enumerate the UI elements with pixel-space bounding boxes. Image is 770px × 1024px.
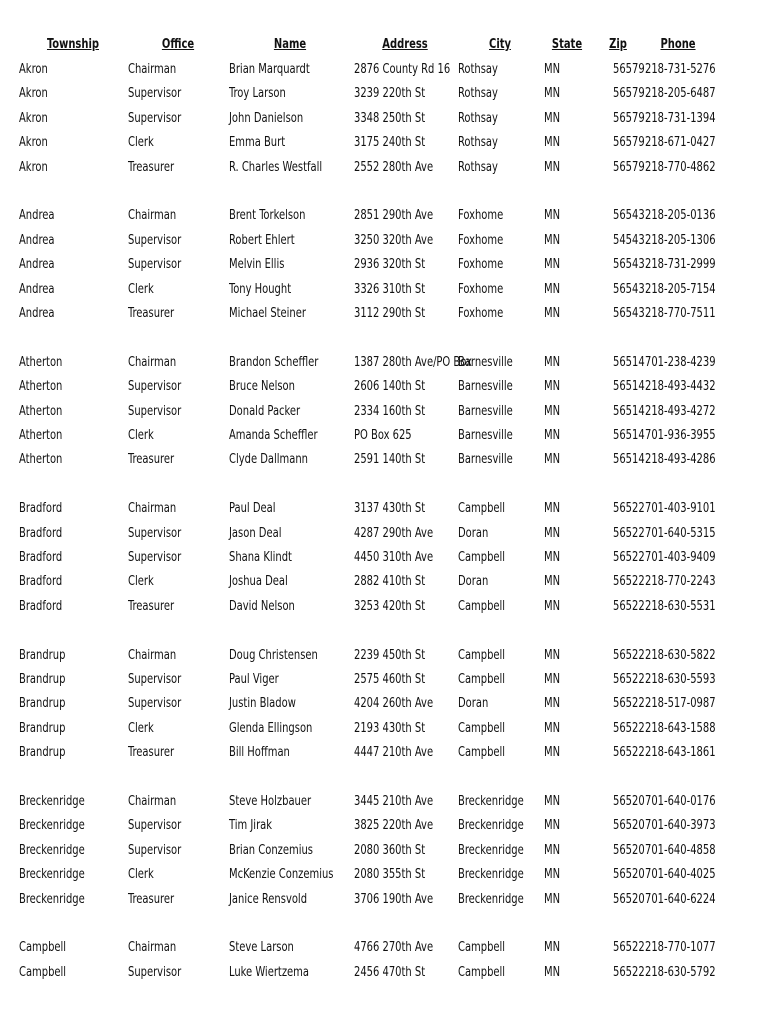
cell-office: Supervisor	[128, 549, 182, 565]
cell-office: Supervisor	[128, 695, 182, 712]
cell-address: 3137 430th St	[354, 500, 426, 517]
cell-office: Chairman	[128, 61, 177, 77]
table-row	[0, 81, 770, 105]
cell-state: MN	[544, 85, 561, 102]
cell-office: Supervisor	[128, 402, 182, 419]
cell-phone: 218-643-1588	[645, 719, 716, 736]
cell-city: Barnesville	[458, 378, 513, 395]
table-row	[0, 960, 770, 984]
cell-township: Campbell	[19, 963, 67, 980]
cell-zip: 56522	[613, 524, 645, 541]
cell-city: Campbell	[458, 597, 506, 614]
cell-zip: 56522	[613, 939, 645, 956]
cell-city: Breckenridge	[458, 841, 524, 858]
cell-name: Brandon Scheffler	[229, 353, 319, 370]
cell-zip: 56514	[613, 451, 645, 468]
header-city: City	[489, 36, 511, 52]
cell-office: Supervisor	[128, 524, 182, 541]
cell-township: Brandrup	[19, 695, 66, 712]
cell-office: Supervisor	[128, 817, 182, 834]
cell-state: MN	[544, 939, 561, 956]
cell-phone: 218-205-7154	[645, 280, 716, 297]
table-row	[0, 277, 770, 301]
cell-township: Breckenridge	[19, 793, 85, 809]
cell-state: MN	[544, 256, 561, 273]
cell-phone: 701-640-3973	[645, 817, 716, 834]
cell-state: MN	[544, 573, 561, 590]
cell-phone: 218-205-6487	[645, 85, 716, 102]
table-row	[0, 667, 770, 691]
cell-name: Tim Jirak	[229, 817, 273, 834]
cell-office: Supervisor	[128, 841, 182, 858]
cell-phone: 218-731-2999	[645, 256, 716, 273]
cell-name: Donald Packer	[229, 402, 301, 419]
table-row	[0, 716, 770, 740]
cell-zip: 56520	[613, 890, 645, 907]
cell-township: Breckenridge	[19, 841, 85, 858]
cell-office: Chairman	[128, 353, 177, 370]
cell-address: PO Box 625	[354, 427, 412, 443]
header-phone: Phone	[660, 36, 696, 52]
header-address: Address	[382, 36, 428, 52]
cell-office: Treasurer	[128, 158, 175, 175]
cell-township: Brandrup	[19, 646, 66, 663]
table-row	[0, 57, 770, 81]
cell-zip: 56543	[613, 305, 645, 321]
cell-address: 4450 310th Ave	[354, 549, 434, 565]
cell-state: MN	[544, 378, 561, 395]
cell-address: 3825 220th Ave	[354, 817, 434, 834]
cell-phone: 218-731-1394	[645, 109, 716, 126]
cell-zip: 56514	[613, 427, 645, 443]
table-row	[0, 399, 770, 423]
cell-address: 4447 210th Ave	[354, 744, 434, 761]
cell-office: Treasurer	[128, 305, 175, 321]
cell-address: 2193 430th St	[354, 719, 426, 736]
cell-state: MN	[544, 427, 561, 443]
cell-zip: 56514	[613, 402, 645, 419]
cell-state: MN	[544, 402, 561, 419]
cell-city: Doran	[458, 524, 489, 541]
cell-address: 2456 470th St	[354, 963, 426, 980]
cell-office: Clerk	[128, 719, 154, 736]
cell-city: Barnesville	[458, 451, 513, 468]
cell-name: Justin Bladow	[229, 695, 296, 712]
cell-name: Clyde Dallmann	[229, 451, 308, 468]
table-row	[0, 789, 770, 813]
cell-address: 2239 450th St	[354, 646, 426, 663]
cell-zip: 54543	[613, 231, 645, 248]
table-row	[0, 838, 770, 862]
cell-phone: 218-770-4862	[645, 158, 716, 175]
cell-township: Atherton	[19, 353, 63, 370]
table-row	[0, 155, 770, 179]
table-row	[0, 813, 770, 837]
cell-phone: 218-630-5792	[645, 963, 716, 980]
cell-state: MN	[544, 61, 561, 77]
cell-address: 3326 310th St	[354, 280, 426, 297]
cell-office: Treasurer	[128, 597, 175, 614]
cell-state: MN	[544, 963, 561, 980]
cell-address: 2851 290th Ave	[354, 207, 434, 224]
cell-office: Treasurer	[128, 451, 175, 468]
cell-address: 2591 140th St	[354, 451, 426, 468]
cell-name: Steve Holzbauer	[229, 793, 312, 809]
cell-address: 3112 290th St	[354, 305, 426, 321]
cell-zip: 56522	[613, 695, 645, 712]
cell-township: Atherton	[19, 427, 63, 443]
cell-office: Supervisor	[128, 256, 182, 273]
cell-zip: 56579	[613, 158, 645, 175]
cell-address: 3239 220th St	[354, 85, 426, 102]
cell-state: MN	[544, 866, 561, 883]
cell-township: Brandrup	[19, 671, 66, 687]
cell-zip: 56520	[613, 866, 645, 883]
cell-township: Akron	[19, 109, 48, 126]
cell-city: Barnesville	[458, 402, 513, 419]
cell-zip: 56543	[613, 256, 645, 273]
cell-zip: 56579	[613, 85, 645, 102]
cell-phone: 218-630-5593	[645, 671, 716, 687]
cell-zip: 56579	[613, 109, 645, 126]
cell-name: Paul Viger	[229, 671, 279, 687]
cell-office: Supervisor	[128, 671, 182, 687]
cell-city: Campbell	[458, 500, 506, 517]
cell-state: MN	[544, 305, 561, 321]
cell-city: Rothsay	[458, 61, 498, 77]
cell-phone: 218-205-0136	[645, 207, 716, 224]
cell-zip: 56514	[613, 378, 645, 395]
cell-address: 2876 County Rd 16	[354, 61, 451, 77]
cell-name: Jason Deal	[229, 524, 282, 541]
cell-phone: 218-671-0427	[645, 134, 716, 151]
cell-township: Breckenridge	[19, 817, 85, 834]
cell-zip: 56543	[613, 207, 645, 224]
cell-address: 2882 410th St	[354, 573, 426, 590]
cell-address: 2080 355th St	[354, 866, 426, 883]
cell-township: Atherton	[19, 451, 63, 468]
cell-zip: 56522	[613, 671, 645, 687]
cell-name: Tony Hought	[229, 280, 292, 297]
table-row	[0, 740, 770, 764]
cell-city: Breckenridge	[458, 793, 524, 809]
cell-city: Doran	[458, 695, 489, 712]
cell-name: Emma Burt	[229, 134, 286, 151]
cell-phone: 218-770-1077	[645, 939, 716, 956]
cell-address: 2080 360th St	[354, 841, 426, 858]
cell-office: Treasurer	[128, 890, 175, 907]
cell-phone: 218-493-4286	[645, 451, 716, 468]
cell-phone: 218-770-7511	[645, 305, 716, 321]
cell-address: 3250 320th Ave	[354, 231, 434, 248]
cell-name: Brian Conzemius	[229, 841, 313, 858]
table-row	[0, 447, 770, 471]
cell-address: 3253 420th St	[354, 597, 426, 614]
cell-phone: 701-403-9101	[645, 500, 716, 517]
table-row	[0, 228, 770, 252]
table-row	[0, 862, 770, 886]
cell-office: Treasurer	[128, 744, 175, 761]
cell-zip: 56579	[613, 61, 645, 77]
cell-state: MN	[544, 109, 561, 126]
cell-township: Andrea	[19, 231, 55, 248]
cell-name: Brian Marquardt	[229, 61, 310, 77]
table-row	[0, 423, 770, 447]
cell-name: Brent Torkelson	[229, 207, 306, 224]
cell-township: Atherton	[19, 378, 63, 395]
cell-state: MN	[544, 841, 561, 858]
cell-state: MN	[544, 158, 561, 175]
cell-zip: 56522	[613, 963, 645, 980]
cell-address: 2606 140th St	[354, 378, 426, 395]
cell-city: Foxhome	[458, 231, 504, 248]
cell-phone: 701-936-3955	[645, 427, 716, 443]
cell-township: Bradford	[19, 597, 63, 614]
cell-name: David Nelson	[229, 597, 295, 614]
cell-phone: 218-493-4432	[645, 378, 716, 395]
cell-township: Andrea	[19, 280, 55, 297]
cell-office: Chairman	[128, 207, 177, 224]
cell-state: MN	[544, 890, 561, 907]
cell-township: Breckenridge	[19, 866, 85, 883]
cell-zip: 56522	[613, 744, 645, 761]
cell-office: Clerk	[128, 573, 154, 590]
table-row	[0, 545, 770, 569]
cell-office: Clerk	[128, 134, 154, 151]
cell-zip: 56522	[613, 500, 645, 517]
cell-zip: 56522	[613, 573, 645, 590]
cell-name: R. Charles Westfall	[229, 158, 323, 175]
cell-township: Akron	[19, 158, 48, 175]
cell-city: Breckenridge	[458, 866, 524, 883]
cell-phone: 218-731-5276	[645, 61, 716, 77]
cell-township: Andrea	[19, 305, 55, 321]
table-row	[0, 130, 770, 154]
cell-city: Breckenridge	[458, 890, 524, 907]
header-row	[0, 32, 770, 56]
cell-township: Brandrup	[19, 719, 66, 736]
cell-township: Akron	[19, 61, 48, 77]
cell-phone: 701-403-9409	[645, 549, 716, 565]
cell-phone: 218-643-1861	[645, 744, 716, 761]
cell-office: Supervisor	[128, 85, 182, 102]
cell-zip: 56522	[613, 597, 645, 614]
cell-address: 2575 460th St	[354, 671, 426, 687]
cell-name: Bruce Nelson	[229, 378, 295, 395]
cell-name: Bill Hoffman	[229, 744, 290, 761]
table-row	[0, 301, 770, 325]
cell-city: Campbell	[458, 549, 506, 565]
cell-state: MN	[544, 646, 561, 663]
cell-name: McKenzie Conzemius	[229, 866, 334, 883]
table-row	[0, 252, 770, 276]
cell-state: MN	[544, 744, 561, 761]
cell-address: 4204 260th Ave	[354, 695, 434, 712]
cell-phone: 218-630-5822	[645, 646, 716, 663]
cell-zip: 56579	[613, 134, 645, 151]
cell-city: Campbell	[458, 646, 506, 663]
cell-city: Barnesville	[458, 427, 513, 443]
header-name: Name	[273, 36, 307, 52]
cell-city: Foxhome	[458, 280, 504, 297]
cell-zip: 56522	[613, 719, 645, 736]
cell-address: 1387 280th Ave/PO Box	[354, 353, 472, 370]
cell-state: MN	[544, 597, 561, 614]
cell-address: 3706 190th Ave	[354, 890, 434, 907]
cell-city: Campbell	[458, 939, 506, 956]
cell-city: Barnesville	[458, 353, 513, 370]
cell-name: Melvin Ellis	[229, 256, 285, 273]
cell-township: Bradford	[19, 500, 63, 517]
cell-state: MN	[544, 207, 561, 224]
cell-name: Shana Klindt	[229, 549, 292, 565]
cell-city: Breckenridge	[458, 817, 524, 834]
cell-city: Rothsay	[458, 158, 498, 175]
cell-phone: 701-640-0176	[645, 793, 716, 809]
cell-phone: 218-205-1306	[645, 231, 716, 248]
table-row	[0, 496, 770, 520]
cell-zip: 56543	[613, 280, 645, 297]
cell-name: Luke Wiertzema	[229, 963, 309, 980]
cell-name: Janice Rensvold	[229, 890, 308, 907]
cell-phone: 701-640-5315	[645, 524, 716, 541]
cell-state: MN	[544, 817, 561, 834]
cell-name: Doug Christensen	[229, 646, 318, 663]
cell-office: Supervisor	[128, 378, 182, 395]
cell-address: 4766 270th Ave	[354, 939, 434, 956]
cell-address: 3445 210th Ave	[354, 793, 434, 809]
cell-address: 2334 160th St	[354, 402, 426, 419]
cell-state: MN	[544, 500, 561, 517]
cell-state: MN	[544, 549, 561, 565]
cell-zip: 56520	[613, 793, 645, 809]
table-row	[0, 521, 770, 545]
cell-city: Foxhome	[458, 256, 504, 273]
cell-state: MN	[544, 231, 561, 248]
cell-address: 2552 280th Ave	[354, 158, 434, 175]
cell-zip: 56520	[613, 817, 645, 834]
cell-office: Supervisor	[128, 109, 182, 126]
table-row	[0, 106, 770, 130]
cell-state: MN	[544, 695, 561, 712]
cell-name: Amanda Scheffler	[229, 427, 318, 443]
cell-phone: 701-640-4025	[645, 866, 716, 883]
cell-zip: 56520	[613, 841, 645, 858]
cell-office: Supervisor	[128, 231, 182, 248]
table-row	[0, 203, 770, 227]
cell-office: Supervisor	[128, 963, 182, 980]
cell-state: MN	[544, 524, 561, 541]
table-row	[0, 594, 770, 618]
cell-zip: 56522	[613, 549, 645, 565]
cell-township: Brandrup	[19, 744, 66, 761]
table-row	[0, 935, 770, 959]
cell-state: MN	[544, 451, 561, 468]
cell-office: Clerk	[128, 280, 154, 297]
cell-name: Michael Steiner	[229, 305, 306, 321]
cell-phone: 218-517-0987	[645, 695, 716, 712]
cell-city: Rothsay	[458, 109, 498, 126]
cell-township: Bradford	[19, 549, 63, 565]
cell-zip: 56522	[613, 646, 645, 663]
cell-phone: 218-630-5531	[645, 597, 716, 614]
cell-office: Clerk	[128, 427, 154, 443]
cell-name: Paul Deal	[229, 500, 276, 517]
cell-address: 3175 240th St	[354, 134, 426, 151]
header-state: State	[551, 36, 583, 52]
cell-township: Breckenridge	[19, 890, 85, 907]
cell-office: Clerk	[128, 866, 154, 883]
cell-township: Akron	[19, 134, 48, 151]
cell-township: Atherton	[19, 402, 63, 419]
table-row	[0, 643, 770, 667]
table-row	[0, 887, 770, 911]
table-row	[0, 374, 770, 398]
cell-city: Campbell	[458, 744, 506, 761]
table-row	[0, 569, 770, 593]
cell-name: Glenda Ellingson	[229, 719, 313, 736]
cell-state: MN	[544, 671, 561, 687]
cell-address: 2936 320th St	[354, 256, 426, 273]
cell-office: Chairman	[128, 939, 177, 956]
cell-address: 4287 290th Ave	[354, 524, 434, 541]
table-row	[0, 350, 770, 374]
cell-office: Chairman	[128, 646, 177, 663]
header-zip: Zip	[609, 36, 627, 52]
cell-state: MN	[544, 353, 561, 370]
cell-township: Andrea	[19, 256, 55, 273]
cell-phone: 701-238-4239	[645, 353, 716, 370]
cell-city: Rothsay	[458, 134, 498, 151]
cell-phone: 701-640-4858	[645, 841, 716, 858]
cell-city: Rothsay	[458, 85, 498, 102]
cell-zip: 56514	[613, 353, 645, 370]
cell-state: MN	[544, 719, 561, 736]
cell-state: MN	[544, 793, 561, 809]
header-township: Township	[46, 36, 100, 52]
cell-phone: 701-640-6224	[645, 890, 716, 907]
cell-city: Doran	[458, 573, 489, 590]
cell-name: Troy Larson	[229, 85, 286, 102]
cell-city: Campbell	[458, 671, 506, 687]
cell-city: Foxhome	[458, 305, 504, 321]
cell-office: Chairman	[128, 793, 177, 809]
cell-township: Andrea	[19, 207, 55, 224]
cell-township: Bradford	[19, 524, 63, 541]
cell-township: Campbell	[19, 939, 67, 956]
cell-name: Joshua Deal	[229, 573, 288, 590]
cell-state: MN	[544, 134, 561, 151]
cell-township: Bradford	[19, 573, 63, 590]
cell-city: Campbell	[458, 719, 506, 736]
cell-name: John Danielson	[229, 109, 304, 126]
cell-name: Robert Ehlert	[229, 231, 295, 248]
cell-state: MN	[544, 280, 561, 297]
cell-name: Steve Larson	[229, 939, 294, 956]
table-row	[0, 691, 770, 715]
cell-township: Akron	[19, 85, 48, 102]
cell-phone: 218-493-4272	[645, 402, 716, 419]
header-office: Office	[161, 36, 195, 52]
cell-address: 3348 250th St	[354, 109, 426, 126]
cell-office: Chairman	[128, 500, 177, 517]
cell-phone: 218-770-2243	[645, 573, 716, 590]
cell-city: Foxhome	[458, 207, 504, 224]
cell-city: Campbell	[458, 963, 506, 980]
